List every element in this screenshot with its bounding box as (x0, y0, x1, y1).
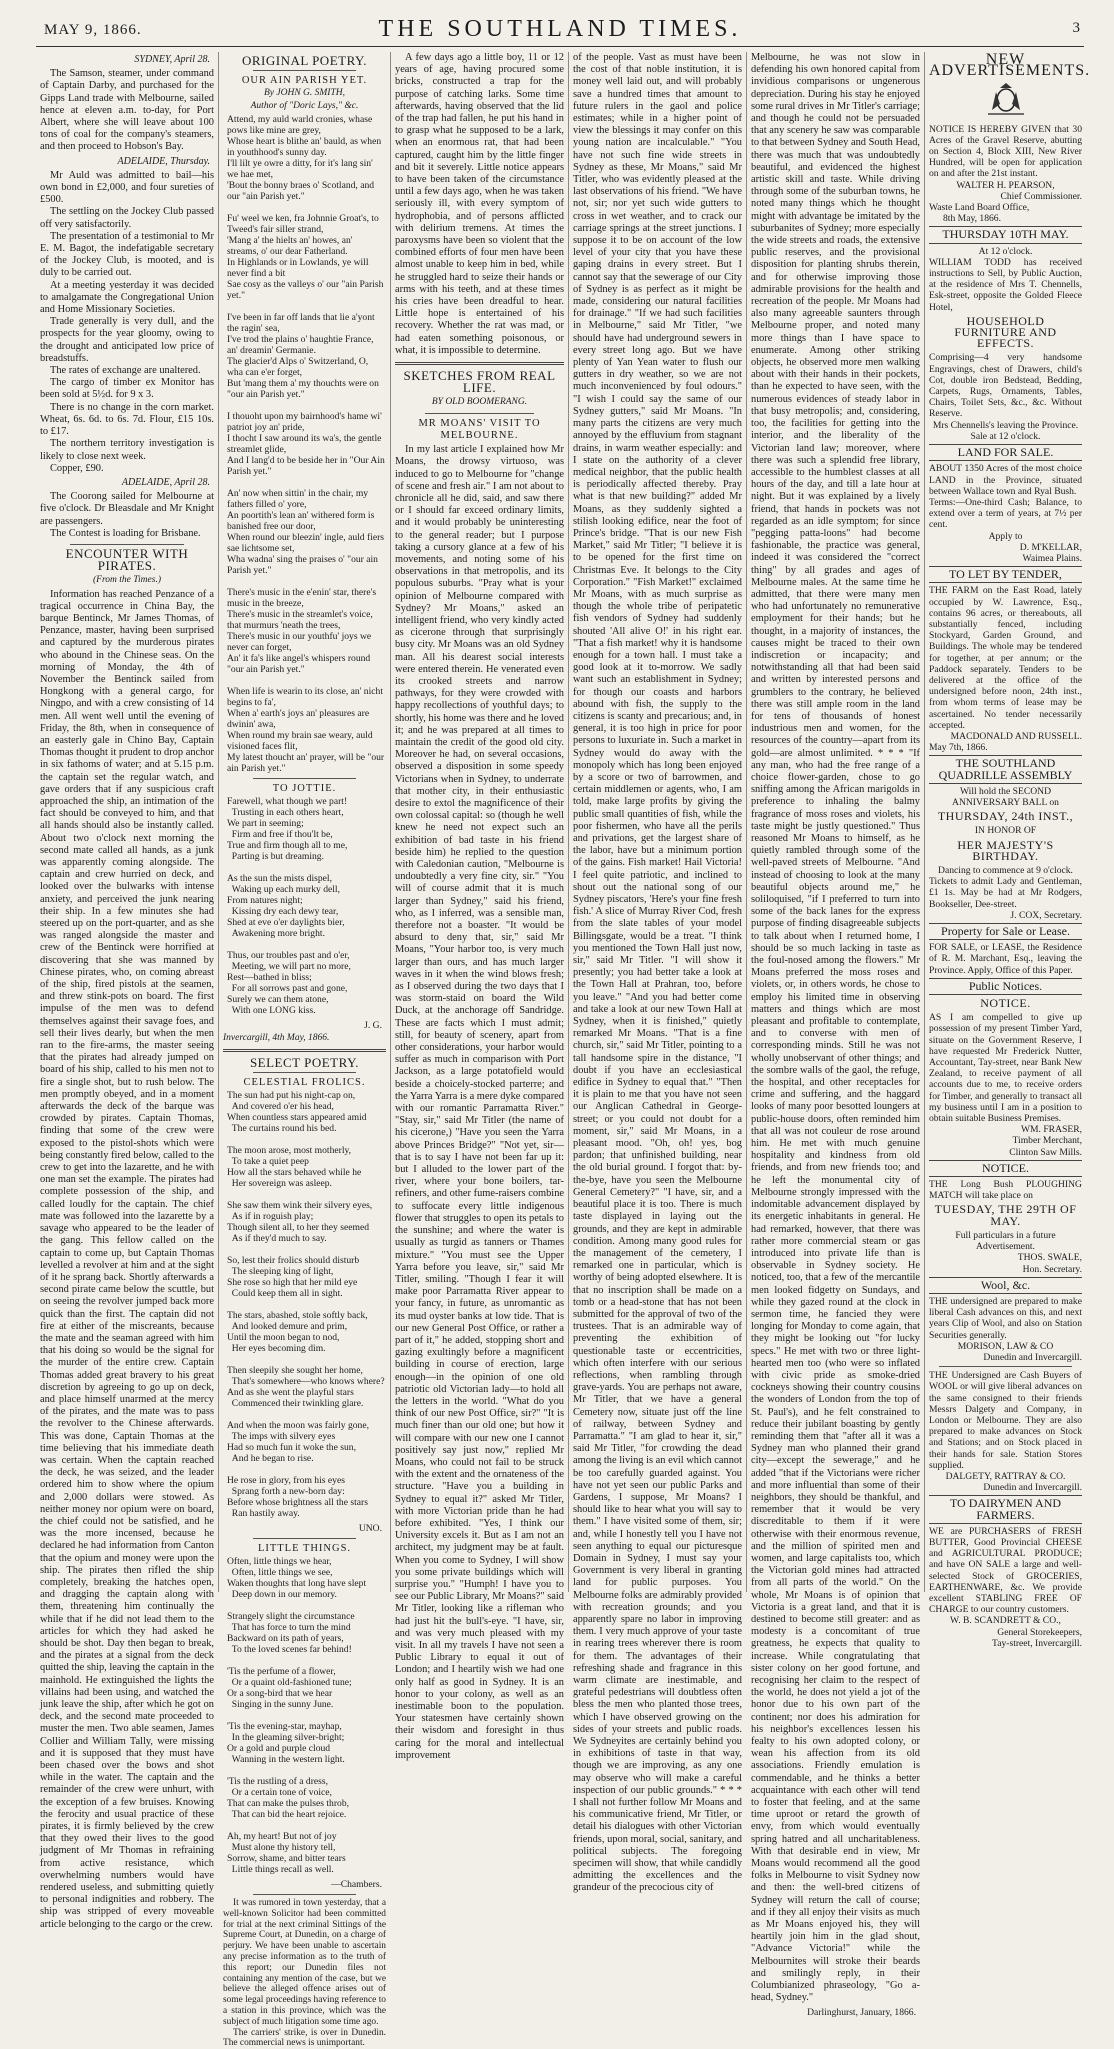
ad-street: Tay-street, Invercargill. (992, 1637, 1082, 1649)
ad-caption: HOUSEHOLD FURNITURE AND EFFECTS. (954, 313, 1057, 351)
ad-body: THE Undersigned are Cash Buyers of WOOL or will give liberal advances on the same consigned to their friends Messrs Dalgety and Company, in London or Melbourne. They are also prepared to make advances on Stock and Stations; and on Stock placed in their hands for sale. Station Stores supplied. (929, 1370, 1082, 1471)
ad-subheading: NOTICE. (980, 996, 1031, 1011)
ad-note: IN HONOR OF (974, 825, 1037, 837)
ad-note: Mrs Chennells's leaving the Province. (932, 419, 1079, 431)
ad-date: TUESDAY, THE 29TH OF MAY. (934, 1202, 1077, 1228)
ad-signatory: THOS. SWALE, (1017, 1252, 1082, 1264)
column-2 (218, 52, 390, 2049)
news-item: The settling on the Jockey Club passed off very satisfactorily. (40, 206, 214, 230)
ad-heading: THURSDAY 10TH MAY. (929, 226, 1082, 243)
ad-caption: HER MAJESTY'S BIRTHDAY. (957, 837, 1054, 863)
news-item: A few days ago a little boy, 11 or 12 years of age, having procured some bricks, constructed a trap for the purpose of catching larks. Some time afterwards, having observed that the lid of the trap had fallen, he put his hand in to grasp what he supposed to be a lark, when an enormous rat, that had been captured, caught him by the little finger and bit it severely. Little notice appears to have been taken of the circumstance until a few days ago, when he was taken seriously ill, with every symptom of hydrophobia, and of persons afflicted with delirium tremens. At times the paroxysms have been so violent that the combined efforts of four men have been almost unable to keep him in bed, while he struggled hard to seize their hands or arms with his teeth, and at these times his cries have been dreadful to hear. Little hope is entertained of his recovery. Whether the rat was mad, or had eaten something poisonous, or what, it is impossible to determine. (395, 52, 564, 356)
ad-signatory: WM. FRASER, (1020, 1124, 1082, 1136)
news-item: There is no change in the corn market. Wheat, 6s. 6d. to 6s. 7d. Flour, £15 10s. to £17. (40, 401, 214, 438)
divider (425, 413, 534, 414)
article-source: (From the Times.) (93, 575, 161, 586)
ad-signatory: MORISON, LAW & CO (957, 1340, 1054, 1352)
ad-heading: NOTICE. (929, 1160, 1082, 1177)
news-item: The Contest is loading for Brisbane. (50, 527, 201, 539)
column-1 (36, 52, 218, 1930)
article-body: In my last article I explained how Mr Moans, the drowsy virtuoso, was induced to go to Melbourne for "change of scene and fresh air." I am not about to chronicle all he did, said, and saw there or I should far exceed ordinary limits, and it would probably be uninteresting to the general reader; but I purpose taking a cursory glance at a few of his movements, and noting some of his observations in that metropolis, and its populous suburbs. "Pray what is your opinion of Melbourne compared with Sydney? Mr Moans," asked an intelligent friend, who very kindly acted as cicerone through that surprisingly busy city. Mr Moans was an old Sydney man. All his dearest social interests were entered therein. He venerated even its crooked streets and narrow pathways, for they were crowded with happy recollections of youthful days; to shortly, his home was there and he loved it; and he was prepared at all times to maintain the credit of the good old city. Moreover he had, on several occasions, observed a disposition in some speedy Victorians when in Sydney, to underrate that mother city, in their enthusiastic desire to extol the magnificence of their own colossal capital: so (though he well knew he need not expect such an exhibition of bad taste in his friend beside him) he replied to the question with Caledonian caution, "Melbourne is undoubtedly a very fine city, sir." "You will of course admit that it is much larger than Sydney," said his friend, who, as I inferred, was a sensible man, therefore not a boaster. "It would be absurd to deny that, sir," said Mr Moans, "Your harbor too, is very much larger than ours, and has much larger waves in it when the wind blows fresh; as I observed during the two days that I was storm-staid on board the Wild Duck, at the anchorage off Sandridge. These are facts which I must admit; still, for beauty of scenery, apart from other considerations, your harbor would suffer as much in comparison with Port Jackson, as a large potatofield would beside a choicely-stocked parterre; and the Yarra Yarra is a mere dyke compared with our romantic Parramatta River." "Stay, sir," said Mr Titler (the name of his cicerone,) "Have you seen the Yarra above Princes Bridge?" "Not yet, sir—that is to say I have not been far up it: but I alluded to the lower part of the river, where your bone boilers, tar-refiners, and other fume-raisers combine to suffocate every little indigenous flower that struggles to open its petals to the sunshine; and where the water is usually as turgid as tanners or Thames mixture." "You must see the Upper Yarra before you leave, sir," said Mr Titler, smiling. "Though I fear it will make poor Parramatta River appear to your fancy, in future, as unromantic as its mud oyster banks at low tide. That is our new General Post Office, or rather a part of it," he added, stopping short and gazing exultingly before a magnificent building in course of erection, large enough—in the opinion of one old patriotic old Victorian lady—to hold all the letters in the world. "What do you think of our new Post Office, sir?" "It is much finer than our old one; but how it will compare with our new one I cannot positively say just now," replied Mr Moans, who could not fail to be struck with the extent and the ornateness of the structure. "Have you a building in Sydney to equal it?" asked Mr Titler, with more Victorian pride than he had before exhibited. "Yes, I think our University excels it. But as I am not an architect, my judgment may be at fault. When you come to Sydney, I will show you some private buildings which will surprise you." "Humph! I have you to see our Public Library, Mr Moans?" said Mr Titler, looking like a rifleman who had just hit the bull's-eye. "I have, sir, and was very much pleased with my visit. In all my travels I have not seen a Public Library to equal it out of London; and I heartily wish we had one only half as good in Sydney. It is an honor to your colony, as well as an inestimable boon to the population. Your statesmen have certainly shown their wisdom and foresight in thus caring for the moral and intellectual improvement (395, 444, 564, 1761)
ad-body: AS I am compelled to give up possession of my present Timber Yard, situate on the Government Reserve, I have requested Mr Frederick Nutter, Accountant, Tay-street, near Bank New Zealand, to receive payment of all accounts due to me, to receive orders for Timber, and generally to transact all my business until I am in a position to obtain suitable Business Premises. (929, 1012, 1082, 1125)
ad-body: NOTICE IS HEREBY GIVEN that 30 Acres of the Gravel Reserve, abutting on Section 4, Block XIII, New River Hundred, will be open for application on and after the 21st instant. (929, 123, 1082, 180)
ad-terms: Terms:—One-third Cash; Balance, to extend over a term of years, at 7½ per cent. (929, 496, 1082, 531)
ad-date: THURSDAY, 24th INST., (937, 809, 1074, 824)
ad-heading: TO LET BY TENDER, (929, 566, 1082, 583)
ad-list: Comprising—4 very handsome Engravings, chest of Drawers, child's Cot, double iron Bedstead, Bedding, Carpets, Rugs, Ornaments, Tables, Chairs, Toilet Sets, &c., &c. Without Reserve. (929, 352, 1082, 420)
ad-heading: Property for Sale or Lease. (929, 923, 1082, 940)
ad-body: WE are PURCHASERS of FRESH BUTTER, Good Provincial CHEESE and AGRICULTURAL PRODUCE; and have ON SALE a large and well-selected Stock of GROCERIES, EARTHENWARE, &c. We provide excellent STABLING FREE OF CHARGE to our country customers. (929, 1525, 1082, 1616)
ad-note: Sale at 12 o'clock. (970, 430, 1041, 442)
poem-text: The sun had put his night-cap on, And covered o'er his head, When countless stars appeared amid The curtains round his bed. The moon arose, most motherly, To take a quiet peep How all the stars behaved while he Her sovereign was asleep. She saw them wink their silvery eyes, As if in roguish play; Though silent all, to her they seemed As if they'd much to say. So, lest their frolics should disturb The sleeping king of light, She rose so high that her mild eye Could keep them all in sight. The stars, abashed, stole softly back, And looked demure and prim, Until the moon began to nod, Her eyes becoming dim. Then sleepily she sought her home, That's somewhere—who knows where? And as she went the playful stars Commenced their twinkling glare. And when the moon was fairly gone, The imps with silvery eyes Had so much fun it woke the sun, And he began to rise. He rose in glory, from his eyes Sprang forth a new-born day: Before whose brightness all the stars Ran hastily away. (227, 1090, 385, 1519)
ad-place: General Storekeepers, (997, 1626, 1082, 1638)
ad-signatory: D. M'KELLAR, (1019, 541, 1082, 553)
columns (36, 51, 1091, 2049)
divider (253, 1894, 356, 1895)
article-body: Melbourne, he was not slow in defending his own honored capital from invidious comparisons or ungenerous depreciation. During his stay he enjoyed some rural drives in Mr Titler's carriage; and though he could not be persuaded that any scenery he saw was comparable to that between Sydney and South Head, there was much that was undoubtedly beautiful, and evidenced the highest artistic skill and taste. While driving through some of the suburban towns, he noted many things which he thought might with advantage be imitated by the suburbanites of Sydney; more especially the wide streets and roads, the extensive public reserves, and the provisional disposition for planting shrubs therein, and for otherwise improving those admirable provisions for the health and recreation of the people. Mr Moans had also many agreeable saunters through Melbourne proper, and noted many more things than I have space to enumerate. Among other striking objects, he observed more men walking about with their hands in their pockets, than he expected to have seen, with the numerous evidences of steady labor in that busy metropolis; and, considering, too, the facilities for getting into the interior, and the liberality of the Victorian land law; moreover, where there was such a splendid free library, accessible to the humblest classes at all hours of the day, and till a late hour at night. But it was explained by a lively friend, that hands in pockets was not regarded as an idle symptom; for since "pegging patta-loons" had become fashionable, the practice was general, indeed it was considered the "correct thing" by all grades and ages of Melbourne males. At the same time he admitted, that there were many men who had unfortunately no remunerative employment for their hands; but he thought, in a majority of instances, the causes might be traced to their own indiscretion or incapacity; and notwithstanding all that had been said and written by interested persons and grumblers to the contrary, he believed there was still ample room in the land for tens of thousands of honest industrious men and women, for the resources of the country—apart from its gold—are almost unlimited. * * * "If any man, who had the free range of a choice flower-garden, chose to go sniffing among the African marigolds in preference to inhaling the balmy fragrance of moss roses and violets, his taste might be justly questioned." Thus reasoned Mr Moans to himself, as he quietly rambled through some of the well-paved streets of Melbourne. "And instead of choosing to look at the many beautiful objects around me," he soliloquised, "if I preferred to turn into some of the back lanes for the express purpose of finding disagreeable subjects to talk about when I returned home, I should be so much lacking in taste as the foul-nosed among the flowers." Mr Moans preferred the moss roses and violets, or, in others words, he chose to employ his limited time in observing matters and things which are most pleasant and profitable to contemplate, and to converse with men of corresponding minds. Still he was not wholly unobservant of other things; and the sombre walls of the gaol, the refuge, the hospital, and other receptacles for crime and suffering, and the haggard looks of many poor besotted loungers at public-house doors, often reminded him that all was not couleur de rose around him. He met with much genuine hospitality and kindness from old friends, and from new friends too; and he left the monumental city of Melbourne strongly impressed with the indomitable advancement displayed by its energetic inhabitants in general. He had remarked, however, that there was rather more commercial steam or gas introduced into private life than is observable in Sydney society. He noticed, too, that a few of the mercantile men looked fidgetty on Sundays, and while they gazed round at the clock in sermon time, he fancied they were longing for Monday to come again, that they might be looking out "for lucky specs." He met with two or three light-hearted men too (who were so inflated with civic pride as smoke-dried cockneys showing their country cousins the wonders of London from the top of St. Paul's), and he felt constrained to reduce their jubilant boasting by gently reminding them that "after all it was a Sydney man who planned their grand city—except the sewerage," and he added "that if the Victorians were richer and more influential than some of their neighbors, they should be thankful, and remember that it would be very discreditable to them if it were otherwise with their enormous revenue, and the million of spirited men and women, and large capitalists too, which the Victorian gold mines had attracted from all parts of the world." On the whole, Mr Moans is of opinion that Victoria is a great land, and that it is destined to become still greater: and as modesty is a concomitant of true greatness, he expects that quality to increase. While congratulating that sister colony on her good fortune, and recognising her claim to the respect of the world, he does not yield a jot of the honor due to his own part of the continent; nor does his admiration for his neighbor's excellences lessen his fealty to his own adopted colony, or wean his affection from its old associations. Friendly emulation is commendable, and he thinks a better acquaintance with each other will tend to foster that feeling, and at the same time uproot or retard the growth of envy, from which would eventually spring hatred and all uncharitableness. With that desirable end in view, Mr Moans would recommend all the good folks in Melbourne to visit Sydney now and then: the well-bred citizens of Sydney will return the call of course; and if they all enjoy their visits as much as Mr Moans enjoyed his, they will heartily join him in the glad shout, "Advance Victoria!" while the Melbournites will stroke their beards and smilingly reply, in their Columbianized phraseology, "Go a-head, Sydney." (751, 52, 920, 2004)
poem-title: TO JOTTIE. (272, 783, 337, 794)
ad-place: Dunedin and Invercargill. (983, 1351, 1082, 1363)
news-item: The presentation of a testimonial to Mr E. M. Bagot, the indefatigable secretary of the Jockey Club, is mooted, and is duly to be carried out. (40, 230, 214, 279)
news-item: Trade generally is very dull, and the prospects for the year gloomy, owing to the drought and anticipated low price of breadstuffs. (40, 316, 214, 364)
divider (253, 1538, 356, 1539)
advertisements-header: NEW ADVERTISEMENTS. (929, 51, 1091, 80)
news-item: The northern territory investigation is likely to close next week. (40, 438, 214, 462)
poem-text: Farewell, what though we part! Trusting in each others heart, We part in seeming; Firm and free if thou'lt be, True and firm though all to me, Parting is but dreaming. As the sun the mists dispel, Waking up each murky dell, From natures night; Kissing dry each dewy tear, Shed at eve o'er daylights bier, Awakening more bright. Thus, our troubles past and o'er, Meeting, we will part no more, Rest—bathed in bliss; For all sorrows past and gone, Surely we can them atone, With one LONG kiss. (227, 796, 351, 1016)
ad-date: May 7th, 1866. (929, 742, 988, 754)
ad-time: Dancing to commence at 9 o'clock. (938, 865, 1073, 876)
masthead (36, 16, 1084, 47)
article-byline: BY OLD BOOMERANG. (431, 397, 528, 408)
section-heading: ORIGINAL POETRY. (241, 53, 367, 68)
dateline: ADELAIDE, April 28. (121, 476, 210, 488)
divider (395, 362, 564, 365)
ad-signatory-title: Timber Merchant, (1012, 1135, 1082, 1147)
divider (223, 1049, 386, 1052)
ad-heading: THE SOUTHLAND QUADRILLE ASSEMBLY (929, 755, 1082, 783)
ad-signatory: WALTER H. PEARSON, (956, 179, 1055, 191)
news-item: The cargo of timber ex Monitor has been sold at 5½d. for 9 x 3. (40, 377, 214, 401)
ad-body: THE FARM on the East Road, lately occupied by W. Lawrence, Esq., contains 96 acres, or thereabouts, all substantially fenced, including Stockyard, Garden Ground, and Buildings. The whole may be tendered for together, at per annum; or the Paddock separately. Tenders to be delivered at the office of the undersigned before noon, 24th inst., from whom terms of lease may be ascertained. No tender necessarily accepted. (929, 585, 1082, 731)
ad-heading: Public Notices. (929, 978, 1082, 995)
ad-signatory: DALGETY, RATTRAY & CO. (945, 1470, 1066, 1482)
divider (70, 544, 184, 545)
page-number: 3 (1072, 20, 1080, 36)
poem-signature: J. G. (364, 1020, 382, 1031)
divider (253, 70, 356, 71)
ad-body: WILLIAM TODD has received instructions to Sell, by Public Auction, at the residence of Mrs T. Chennells, Esk-street, opposite the Golded Fleece Hotel, (929, 256, 1082, 313)
ad-signatory: MACDONALD AND RUSSELL. (950, 730, 1082, 742)
column-3 (390, 52, 568, 1761)
column-5 (746, 52, 924, 2018)
divider (253, 778, 356, 779)
ad-signatory-title: Hon. Secretary. (1022, 1263, 1082, 1275)
issue-date: MAY 9, 1866. (44, 22, 142, 38)
poem-title: LITTLE THINGS. (257, 1543, 352, 1554)
ad-time: At 12 o'clock. (978, 245, 1033, 257)
section-heading: SELECT POETRY. (249, 1055, 360, 1070)
poem-title: CELESTIAL FROLICS. (243, 1077, 366, 1088)
article-subheading: MR MOANS' VISIT TO MELBOURNE. (418, 417, 541, 441)
news-item: It was rumored in town yesterday, that a well-known Solicitor had been committed for trial at the next criminal Sittings of the Supreme Court, at Dunedin, on a charge of perjury. We have been unable to ascertain any precise information as to the truth of this report; our Dunedin files not containing any mention of the case, but we believe the alleged offence arises out of some legal proceedings having reference to a station in this province, which was the subject of much litigation some time ago. (223, 1898, 386, 2027)
poem-title: OUR AIN PARISH YET. (241, 75, 368, 86)
divider (939, 1366, 1072, 1367)
news-item: The Samson, steamer, under command of Captain Darby, and purchased for the Gipps Land trade with Melbourne, sailed hence at eleven a.m. to-day, for Port Albert, where she will leave about 100 tons of coal for the company's steamers, and then proceed to Hobson's Bay. (40, 68, 214, 153)
article-signature: Darlinghurst, January, 1866. (807, 2006, 916, 2018)
ad-tickets: Tickets to admit Lady and Gentleman, £1 1s. May be had at Mr Rodgers, Bookseller, Dee-street. (929, 876, 1082, 910)
news-item: The Coorong sailed for Melbourne at five o'clock. Dr Bleasdale and Mr Knight are passengers. (40, 491, 214, 527)
divider (253, 1072, 356, 1073)
ad-signatory-title: Chief Commissioner. (1000, 190, 1082, 202)
column-6-advertisements (924, 51, 1091, 1649)
royal-crest-icon (982, 82, 1030, 118)
poem-signature: —Chambers. (331, 1879, 382, 1890)
news-item: The carriers' strike, is over in Dunedin. The commercial news is unimportant. (223, 2027, 386, 2049)
ad-date: 8th May, 1866. (943, 213, 1002, 225)
article-heading: ENCOUNTER WITH PIRATES. (65, 545, 189, 574)
ad-body: THE Long Bush PLOUGHING MATCH will take place on (929, 1179, 1082, 1202)
poem-dateline: Invercargill, 4th May, 1866. (223, 1033, 330, 1043)
ad-place: Dunedin and Invercargill. (983, 1482, 1082, 1494)
ad-place: Clinton Saw Mills. (1009, 1146, 1082, 1158)
ad-signatory: W. B. SCANDRETT & CO., (950, 1615, 1061, 1627)
ad-apply: Apply to (988, 530, 1023, 542)
ad-heading: LAND FOR SALE. (929, 444, 1082, 461)
news-item: The rates of exchange are unaltered. (50, 365, 201, 377)
article-body: of the people. Vast as must have been the cost of that noble institution, it is money well laid out, and will probably save a hundred times that amount to future rulers in the gaol and police estimates; while in a higher point of view the blessings it may confer on this young nation are incalculable." "You have not such fine wide streets in Sydney as these, Mr Moans," said Mr Titler, who was evidently pleased at the last observations of his friend. "We have not, sir; nor yet such wide gutters to cross in wet weather, and to crack our carriage springs at the street junctions. I suppose it to be on account of the low level of your city that you have these gaping drains in every street. But I cannot say that the sewerage of our City of Sydney is as perfect as it might be made, considering our natural facilities for drainage." "If we had such facilities in Melbourne," said Mr Titler, "we should have had underground sewers in every street long ago. But we have plenty of Yan Yean water to flush our gutters in dry weather, so we are not much inconvenienced by foul odours." "I wish I could say the same of our Sydney gutters," said Mr Moans. "In many parts the citizens are very much annoyed by the effluvium from stagnant drains, in warm weather especially: and I state on the authority of a clever medical neighbor, that the public health is periodically affected thereby. Pray what is that new building?" added Mr Moans, as they suddenly sighted a stilish looking edifice, near the foot of Prince's bridge. "That is our new Fish Market," said Mr Titler; "I believe it is to be opened for the first time on Christmas Eve. It belongs to the City Corporation." "Fish Market!" exclaimed Mr Moans, with as much surprise as though the whole tribe of peripatetic fish vendors of Sydney had suddenly shouted 'All alive O!' in his right ear. "That a fish market! why it is handsome enough for a town hall. I must take a good look at it to-morrow. We sadly want such an establishment in Sydney; for though our coasts and harbors abound with fish, the supply to the citizens is scanty and precarious; and, in general, it is too high in price for poor persons to luxuriate in. Such a market in Sydney would do away with the monopoly which has long been enjoyed by a score or two of barrowmen, and certain middlemen or agents, who, I am told, make large profits by giving the public small quantities of fish, while the poor fishermen, who have all the perils and privations, get the largest share of the labor, have but a minimum portion of the gains. Fish market! Hail Victoria! I feel quite patriotic, and inclined to shout out the national song of our Sydney piscators, 'Here's your fine fresh fish.' A slice of Murray River Cod, fresh from the slate tables of your model Billingsgate, would be a treat. "I think you mentioned the Town Hall just now, sir," said Mr Titler. "I will show it presently; you had better take a look at the Town Hall at Prahran, too, before you leave." "And you had better come and take a look at our new Town Hall at Sydney, when it is finished," quietly remarked Mr Moans. "That is a fine church, sir," said Mr Titler, pointing to a tall handsome spire in the distance, "I doubt if you have an ecclesiastical edifice in Sydney to equal that." "Then it is plain to me that you have not seen our Anglican Cathedral in George-street; or you could not doubt for a moment, sir," said Mr Moans, in a pleasant mood. "Oh, oh! yes, bog pardon; that unfinished building, near the old burial ground. I forgot that: by-the-bye, have you seen the Melbourne General Cemetery?" "I have, sir, and a beautiful place it is too. There is much taste displayed in laying out the grounds, and they are kept in admirable condition. Among many good rules for the management of the cemetery, I remarked one in particular, which is worthy of being adopted elsewhere. It is that no inscription shall be made on a tomb or a head-stone that has not been submitted for the approval of two of the trustees. That is an admirable way of preventing the exhibition of questionable taste or eccentricities, which often interfere with our serious reflections, when rambling through grave-yards. You are perhaps not aware, Mr Titler, that we have a general Cemetery now, situate just off the line of railway, between Sydney and Parramatta." "I am glad to hear it, sir," said Mr Titler, "for crowding the dead among the living is an evil which cannot be too carefully guarded against. You have not yet seen our public Parks and Gardens, I suppose, Mr Moans? I should like to hear what you will say to them." I have visited some of them, sir; and, while I honestly tell you I have not seen anything to equal our picturesque Domain in Sydney, I must say your Government is very liberal in granting land for public purposes. You Melbourne folks are admirably provided with recreation grounds; and you apparently spare no labor in improving them. I very much approve of your taste in rearing trees wherever there is room for them. The advantages of their refreshing shade and fragrance in this warm climate are inestimable, and grateful pedestrians will doubtless often bless the men who planted those trees, which I have observed growing on the sides of your streets and public roads. We Sydneyites are certainly behind you in exhibitions of taste in that way, though we are improving, as any one may observe who will make a careful inspection of our public grounds." * * * I shall not further follow Mr Moans and his communicative friend, Mr Titler, or detail his dialogues with other Victorian friends, upon moral, social, sanitary, and political subjects. The foregoing specimen will show, that while candidly admitting the excellences and the grandeur of the precocious city of (573, 52, 742, 1894)
ad-place: Waste Land Board Office, (929, 202, 1030, 214)
ad-heading: TO DAIRYMEN AND FARMERS. (929, 1495, 1082, 1523)
news-item: At a meeting yesterday it was decided to amalgamate the Congregational Union and Home Missionary Societies. (40, 279, 214, 316)
poem-author: By JOHN G. SMITH, (263, 88, 345, 98)
ad-body: THE undersigned are prepared to make liberal Cash advances on this, and next years Clip of Wool, and also on Station Securities generally. (929, 1295, 1082, 1341)
poem-text: Often, little things we hear, Often, little things we see, Waken thoughts that long have slept Deep down in our memory. Strangely slight the circumstance That has force to turn the mind Backward on its path of years, To the loved scenes far behind! 'Tis the perfume of a flower, Or a quaint old-fashioned tune; Or a song-bird that we hear Singing in the sunny June. 'Tis the evening-star, mayhap, In the gleaming silver-bright; Or a gold and purple cloud Wanning in the western light. 'Tis the rustling of a dress, Or a certain tone of voice, That can make the pulses throb, That can bid the heart rejoice. Ah, my heart! But not of joy Must alone thy history tell, Sorrow, shame, and bitter tears Little things recall as well. (227, 1556, 367, 1875)
ad-body: FOR SALE, or LEASE, the Residence of R. M. Marchant, Esq., leaving the Province. Apply, Office of this Paper. (929, 942, 1082, 976)
poem-text: Attend, my auld warld cronies, whase pows like mine are grey, Whose heart is blithe an' bauld, as when in youthhood's sunny day. I'll lilt ye owre a ditty, for it's lang sin' we hae met, 'Bout the bonny braes o' Scotland, and our "ain Parish yet." Fu' weel we ken, fra Johnnie Groat's, to Tweed's fair siller strand, 'Mang a' the hielts an' howes, an' streams, o' our dear Fatherland. In Highlands or in Lowlands, ye will never find a bit Sae cosy as the valleys o' our "ain Parish yet." I've been in far off lands that lie a'yont the ragin' sea, I've trod the plains o' haughtie France, an' dreamin' Germanie. The glacier'd Alps o' Switzerland, O, wha can e'er forget, But 'mang them a' my thouchts were on "our ain Parish yet." I thouoht upon my bairnhood's hame wi' patriot joy an' pride, I thocht I saw around its wa's, the gentle streamlet glide, And I lang'd to be beside her in "Our Ain Parish yet." An' now when sittin' in the chair, my fathers filled o' yore, An poortith's lean an' withered form is banished free our door, When round our bleezin' ingle, auld fiers sae lichtsome set, Wha wadna' sing the praises o' "our ain Parish yet." There's music in the e'enin' star, there's music in the breeze, There's music in the streamlet's voice, that murmurs 'neath the trees, There's music in our youthfu' joys we never can forget, An' it fa's like angel's whispers round "our ain Parish yet." When life is wearin to its close, an' nicht begins to fa', When a' earth's joys an' pleasures are dwinin' awa, When round my brain sae weary, auld visioned faces flit, My latest thoucht an' prayer, will be "our ain Parish yet." (227, 114, 385, 774)
dateline: ADELAIDE, Thursday. (117, 155, 210, 167)
ad-body: Will hold the SECOND ANNIVERSARY BALL on (952, 785, 1059, 808)
article-body: Information has reached Penzance of a tragical occurrence in China Bay, the barque Bentinck, Mr James Thomas, of Penzance, master, having been surprised and captured by the murderous pirates who abound in the Chinese seas. On the morning of Monday, the 4th of November the Bentinck sailed from Hongkong with a general cargo, for Ningpo, and with a crew consisting of 14 men. All went well until the evening of Friday, the 8th, when in consequence of an easterly gale in Chino Bay, Captain Thomas thought it prudent to drop anchor in six fathoms of water; and at 5.15 p.m. the captain set the regular watch, and gave orders that if any suspicious craft approached the ship, an intimation of the fact should be conveyed to him, and that all hands should also be instantly called. About two o'clock next morning the second mate called all hands, as a junk was apparently coming alongside. The captain and crew hurried on deck, and looked over the bulwarks with intense anxiety, and perceived the junk nearing their ship. In a few minutes she had steered up on the port-quarter, and as she was ranged alongside the master and crew of the Bentinck were horrified at discovering that she was manned by Chinese pirates, who, on coming abreast of the ship, fired pistols at the seamen, and threw stink-pots on board. The first impulse of the men was to defend themselves against their savage foes, and sell their lives dearly, but when the men ran to the fire-arms, the master seeing that the pirates had already jumped on board of his ship, called to his men not to fire a single shot, but to rush below. The men promptly obeyed, and in a moment afterwards the deck of the barque was crowded by pirates. Captain Thomas, finding that some of the crew were exposed to the pistol-shots which were being constantly fired below, called to the crew to get into the lazarette, and he with one man set the example. The pirates had complete possession of the ship, and called loudly for the captain. The chief mate was followed into the lazarette by a savage who appeared to be the leader of the gang. This fellow called on the captain to come up, but Captain Thomas levelled a revolver at him and at the sight of it he sprang back. Shortly afterwards a second pirate came below the scuttle, but on seeing the revolver jumped back more quick than the first. The captain did not fire at either of the miscreants, because the mate and the seaman agreed with him that his doing so would be the signal for the murder of the entire crew. Captain Thomas added great bravery to his great discretion by agreeing to go up on deck, and place himself unarmed at the mercy of the pirates, and the mate was to pass the revolver to the Chinese afterwards. This was done, Captain Thomas at the time believing that his immediate death was certain. When the captain reached the deck, he was seized, and the leader ordered him to show where the opium and 2,000 dollars were stowed. As neither money nor opium were on board, the chief could not be satisfied, and he was the more incensed, because he declared he had information from Canton that the opium and money were upon the ship. The pirates then rifled the ship completely, breaking the hatches open, and dragging the captain along with them, threatening him continually the while that if he did not lead them to the articles for which they had asked he should be shot. Day then began to break, and the pirates at a signal from the deck quitted the ship, leaving the captain in the mainhold. He extinguished the lights the villains had been using, and watched the junk leave the ship, after which he got on deck, and the second mate proceeded to muster the men. Two able seamen, James Collier and William Tally, were missing and it is supposed that they must have been chased over the bows and shot while in the water. The captain and the remainder of the crew were unhurt, with the exception of a few bruises. Knowing the ferocity and usual practice of these pirates, it is firmly believed by the crew that they owed their lives to the good judgment of Mr Thomas in refraining from active resistance, which overwhelming numbers would have rendered useless, and submitting quietly to personal indignities and robbery. The ship was stripped of every moveable article belonging to the cargo or the crew. (40, 588, 214, 1930)
newspaper-title: THE SOUTHLAND TIMES. (378, 16, 742, 42)
ad-place: Waimea Plains. (1022, 552, 1082, 564)
article-heading: SKETCHES FROM REAL LIFE. (403, 368, 556, 396)
ad-body: ABOUT 1350 Acres of the most choice LAND in the Province, situated between Wallace town and Ryal Bush. (929, 463, 1082, 497)
poem-author-note: Author of "Doric Lays," &c. (250, 101, 359, 111)
ad-heading: Wool, &c. (929, 1277, 1082, 1294)
news-item: Copper, £90. (50, 462, 104, 474)
ad-note: Full particulars in a future Advertisement. (955, 1229, 1056, 1253)
ad-signatory: J. COX, Secretary. (1010, 909, 1082, 921)
poem-signature: UNO. (358, 1523, 382, 1534)
column-4 (568, 52, 746, 1894)
news-item: Mr Auld was admitted to bail—his own bond in £2,000, and four sureties of £500. (40, 169, 214, 206)
dateline: SYDNEY, April 28. (134, 54, 210, 65)
